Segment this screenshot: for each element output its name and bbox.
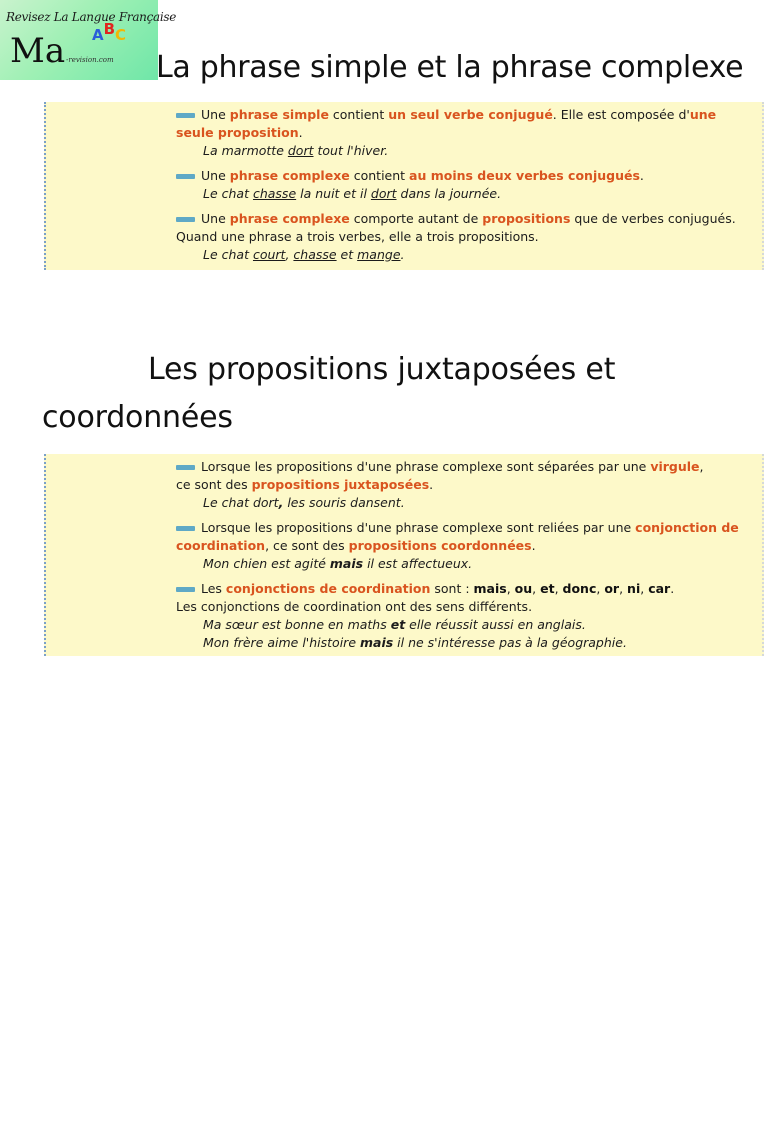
section2-title-line1: Les propositions juxtaposées et xyxy=(148,352,616,387)
bullet-icon xyxy=(176,587,195,592)
example-sentence: Le chat court, chasse et mange. xyxy=(203,247,405,262)
rule-juxtaposees: Lorsque les propositions d'une phrase complexe sont séparées par une virgule, ce sont des propositions juxtaposées. Le chat dort, les souris dansent. xyxy=(176,458,752,512)
bullet-icon xyxy=(176,113,195,118)
section1-title: La phrase simple et la phrase complexe xyxy=(156,50,744,85)
example-sentence: Le chat chasse la nuit et il dort dans la journée. xyxy=(203,186,502,201)
bullet-icon xyxy=(176,174,195,179)
example-sentence: Le chat dort, les souris dansent. xyxy=(203,495,405,510)
conjunction: donc xyxy=(562,581,597,596)
bullet-icon xyxy=(176,217,195,222)
rule-phrase-complexe: Une phrase complexe contient au moins deux verbes conjugués. Le chat chasse la nuit et il dort dans la journée. xyxy=(176,167,752,203)
rule-propositions-count: Une phrase complexe comporte autant de propositions que de verbes conjugués. Quand une phrase a trois verbes, elle a trois propositions. Le chat court, chasse et mange. xyxy=(176,210,752,264)
bullet-icon xyxy=(176,526,195,531)
site-logo[interactable] xyxy=(0,0,177,80)
logo-brand-suffix: -revision.com xyxy=(66,56,114,64)
section1-panel xyxy=(44,102,764,270)
rule-line: Quand une phrase a trois verbes, elle a trois propositions. xyxy=(176,229,539,244)
conjunction: mais xyxy=(473,581,507,596)
rule-conjonctions: Les conjonctions de coordination sont : mais, ou, et, donc, or, ni, car. Les conjonctions de coordination ont des sens différents. Ma sœur est bonne en maths et elle réussit aussi en anglais. Mon frère aime l'histoire mais il ne s'intéresse pas à la géographie. xyxy=(176,580,752,652)
section2-title-line2: coordonnées xyxy=(42,400,233,435)
example-sentence: La marmotte dort tout l'hiver. xyxy=(203,143,389,158)
example-sentence: Mon frère aime l'histoire mais il ne s'intéresse pas à la géographie. xyxy=(203,635,627,650)
conjunction: ni xyxy=(627,581,641,596)
bullet-icon xyxy=(176,465,195,470)
rule-phrase-simple: Une phrase simple contient un seul verbe conjugué. Elle est composée d'une seule proposition. La marmotte dort tout l'hiver. xyxy=(176,106,752,160)
conjunction: et xyxy=(540,581,555,596)
logo-tagline: Revisez La Langue Française xyxy=(6,10,177,24)
rule-line: Les conjonctions de coordination ont des sens différents. xyxy=(176,599,533,614)
conjunction: car xyxy=(648,581,671,596)
example-sentence: Mon chien est agité mais il est affectueux. xyxy=(203,556,473,571)
section2-panel xyxy=(44,454,764,656)
logo-brand: Ma xyxy=(10,31,66,71)
rule-coordonnees: Lorsque les propositions d'une phrase complexe sont reliées par une conjonction de coordination, ce sont des propositions coordonnées. Mon chien est agité mais il est affectueux. xyxy=(176,519,752,573)
example-sentence: Ma sœur est bonne en maths et elle réussit aussi en anglais. xyxy=(203,617,586,632)
abc-icon: ABC xyxy=(92,20,127,44)
conjunction: ou xyxy=(514,581,533,596)
conjunction: or xyxy=(604,581,620,596)
